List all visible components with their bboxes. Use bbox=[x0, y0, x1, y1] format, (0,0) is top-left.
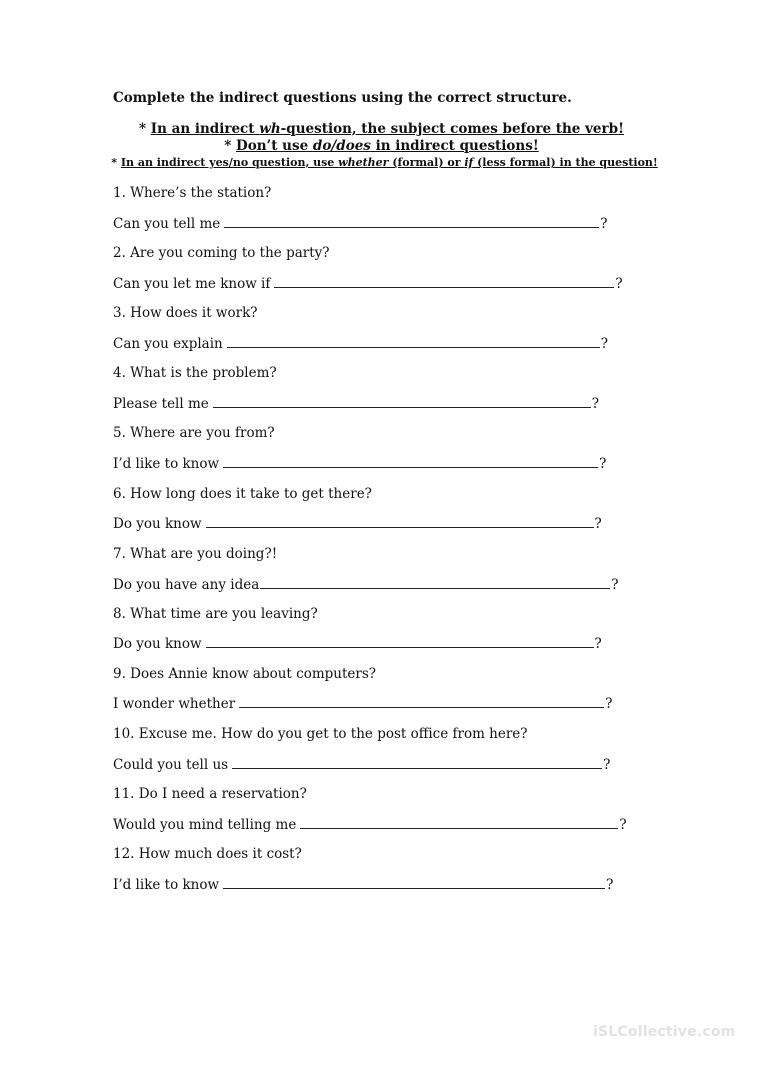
answer-line-3 bbox=[113, 336, 608, 352]
answer-line-5 bbox=[113, 456, 606, 472]
answer-blank[interactable] bbox=[300, 817, 618, 829]
rule-text-italic: wh bbox=[259, 121, 281, 137]
rule-text-italic: if bbox=[464, 156, 474, 169]
answer-prompt: I’d like to know bbox=[113, 456, 220, 472]
answer-line-9 bbox=[113, 696, 612, 712]
answer-prompt: I’d like to know bbox=[113, 877, 220, 893]
rule-text-part: (formal) or bbox=[388, 156, 465, 169]
answer-prompt: Can you tell me bbox=[113, 216, 221, 232]
answer-line-7 bbox=[113, 577, 619, 593]
answer-blank[interactable] bbox=[206, 636, 594, 648]
question-6: 6. How long does it take to get there? bbox=[113, 486, 372, 502]
answer-line-1 bbox=[113, 216, 608, 232]
question-mark: ? bbox=[599, 456, 607, 472]
question-mark: ? bbox=[591, 396, 600, 412]
answer-line-4 bbox=[113, 396, 599, 412]
question-mark: ? bbox=[600, 216, 608, 232]
rule-text-part: In an indirect bbox=[150, 121, 260, 137]
question-mark: ? bbox=[600, 336, 608, 352]
rule-text bbox=[236, 138, 539, 154]
question-mark: ? bbox=[615, 276, 623, 292]
question-2: 2. Are you coming to the party? bbox=[113, 245, 330, 261]
question-7: 7. What are you doing?! bbox=[113, 546, 278, 562]
rule-text-part: Don’t use bbox=[236, 138, 313, 154]
rule-do-does bbox=[0, 138, 763, 154]
answer-line-11 bbox=[113, 817, 627, 833]
rule-text-part: in indirect questions! bbox=[370, 138, 539, 154]
answer-blank[interactable] bbox=[213, 396, 591, 408]
question-mark: ? bbox=[605, 696, 613, 712]
answer-prompt: I wonder whether bbox=[113, 696, 236, 712]
watermark-logo: iSLCollective.com bbox=[593, 1024, 736, 1040]
answer-line-6 bbox=[113, 516, 602, 532]
answer-blank[interactable] bbox=[223, 877, 605, 889]
rule-bullet: * bbox=[111, 156, 121, 169]
rule-text bbox=[151, 121, 624, 137]
rule-bullet: * bbox=[224, 138, 236, 154]
question-12: 12. How much does it cost? bbox=[113, 846, 302, 862]
answer-blank[interactable] bbox=[227, 336, 600, 348]
rule-text-part: -question, the subject comes before the verb! bbox=[280, 121, 625, 137]
answer-prompt: Can you explain bbox=[113, 336, 223, 352]
question-5: 5. Where are you from? bbox=[113, 425, 275, 441]
question-mark: ? bbox=[619, 817, 627, 833]
rule-text-italic: whether bbox=[338, 156, 389, 169]
answer-prompt: Would you mind telling me bbox=[113, 817, 297, 833]
question-mark: ? bbox=[606, 877, 614, 893]
question-mark: ? bbox=[603, 757, 611, 773]
answer-prompt: Do you know bbox=[113, 636, 202, 652]
rule-text-part: In an indirect yes/no question, use bbox=[120, 156, 339, 169]
answer-blank[interactable] bbox=[206, 516, 594, 528]
answer-blank[interactable] bbox=[274, 276, 614, 288]
answer-blank[interactable] bbox=[239, 696, 604, 708]
rule-wh-question bbox=[0, 121, 763, 137]
worksheet-title: Complete the indirect questions using the correct structure. bbox=[113, 90, 572, 106]
answer-line-12 bbox=[113, 877, 613, 893]
question-1: 1. Where’s the station? bbox=[113, 185, 272, 201]
answer-blank[interactable] bbox=[260, 577, 610, 589]
question-mark: ? bbox=[594, 636, 602, 652]
answer-blank[interactable] bbox=[224, 216, 599, 228]
answer-prompt: Do you have any idea bbox=[113, 577, 260, 593]
question-mark: ? bbox=[594, 516, 602, 532]
rule-bullet: * bbox=[138, 121, 151, 137]
answer-prompt: Could you tell us bbox=[113, 757, 229, 773]
rule-text bbox=[121, 156, 658, 169]
question-8: 8. What time are you leaving? bbox=[113, 606, 318, 622]
question-mark: ? bbox=[611, 577, 619, 593]
question-10: 10. Excuse me. How do you get to the post office from here? bbox=[113, 726, 528, 742]
answer-prompt: Can you let me know if bbox=[113, 276, 271, 292]
answer-prompt: Please tell me bbox=[113, 396, 209, 412]
answer-prompt: Do you know bbox=[113, 516, 202, 532]
question-4: 4. What is the problem? bbox=[113, 365, 277, 381]
answer-line-8 bbox=[113, 636, 602, 652]
question-9: 9. Does Annie know about computers? bbox=[113, 666, 377, 682]
question-3: 3. How does it work? bbox=[113, 305, 258, 321]
rule-text-part: (less formal) in the question! bbox=[473, 156, 658, 169]
answer-blank[interactable] bbox=[232, 757, 602, 769]
rule-text-italic: do/does bbox=[312, 138, 371, 154]
question-11: 11. Do I need a reservation? bbox=[113, 786, 307, 802]
answer-line-2 bbox=[113, 276, 623, 292]
answer-line-10 bbox=[113, 757, 610, 773]
rule-yes-no-question bbox=[3, 156, 763, 169]
answer-blank[interactable] bbox=[223, 456, 598, 468]
